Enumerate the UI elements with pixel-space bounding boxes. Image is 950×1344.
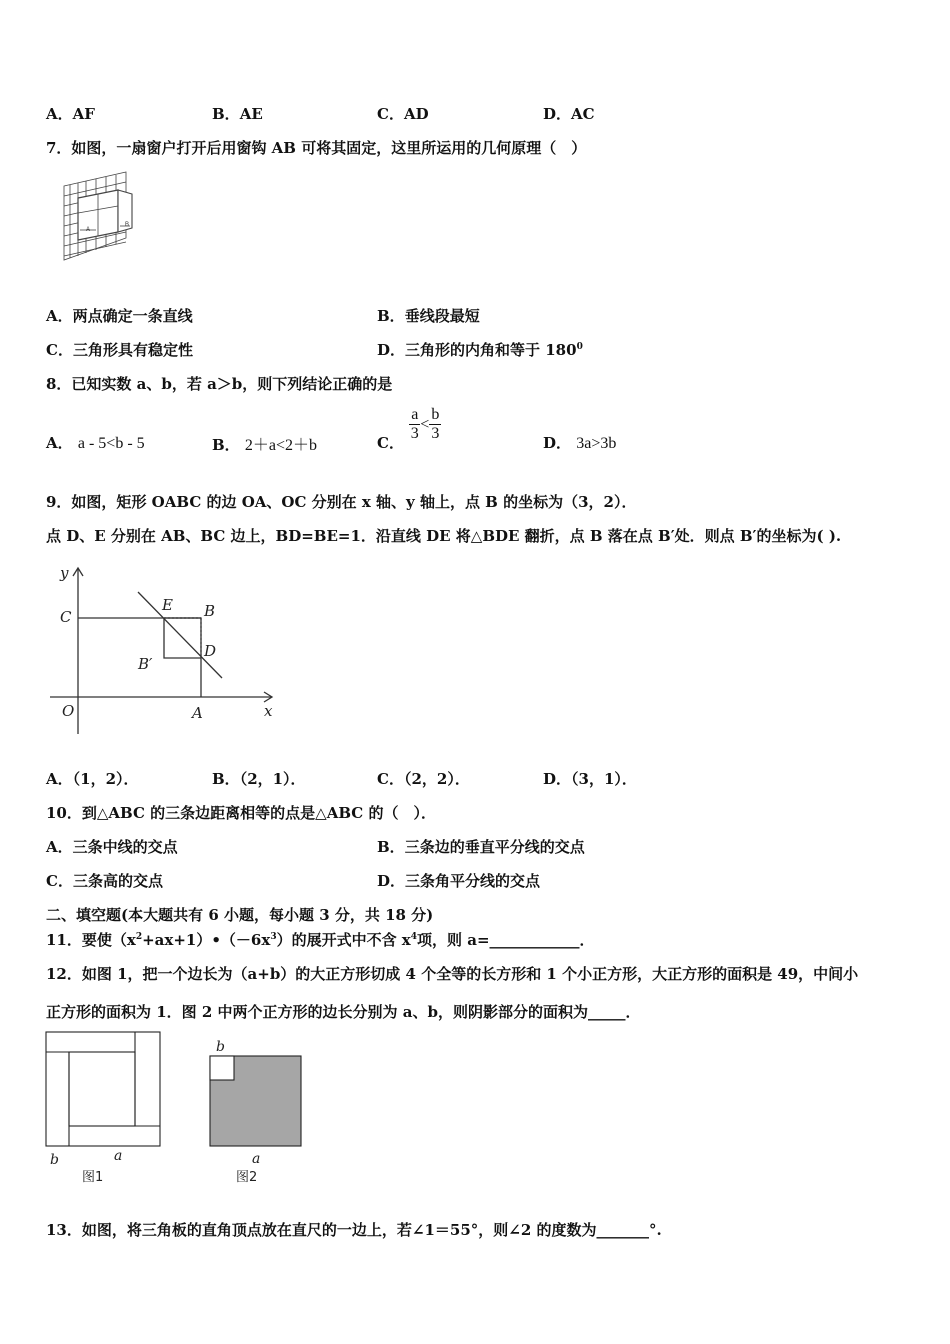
label-o: O (62, 702, 75, 720)
q6-option-b: B．AE (212, 105, 263, 123)
fig1-label-b: b (50, 1152, 59, 1168)
q10-stem: 10．到△ABC 的三条边距离相等的点是△ABC 的（ ）． (46, 804, 436, 822)
q9-option-d: D．（3，1）． (543, 770, 637, 788)
q10-option-c: C．三条高的交点 (46, 872, 163, 890)
q8-stem: 8．已知实数 a、b，若 a＞b，则下列结论正确的是 (46, 375, 393, 393)
fig2-label-b: b (216, 1039, 225, 1055)
small-square-b (210, 1056, 234, 1080)
figure-2 (204, 1036, 308, 1188)
fig1-caption: 图1 (82, 1170, 104, 1185)
big-square (46, 1032, 160, 1146)
q10-option-a: A．三条中线的交点 (46, 838, 178, 856)
fig2-label-a: a (252, 1151, 261, 1167)
q6-option-d: D．AC (543, 105, 595, 123)
window-label-b: B (125, 222, 130, 228)
q8-option-c: C． $\frac{a}{3}$ < $\frac{b}{3}$ (377, 406, 440, 452)
q8-option-b: B． 2＋a<2＋b (212, 436, 318, 454)
q7-option-c: C．三角形具有稳定性 (46, 341, 193, 359)
label-e: E (162, 596, 173, 614)
label-x: x (264, 702, 273, 720)
q9-option-a: A．（1，2）． (46, 770, 139, 788)
q7-option-b: B．垂线段最短 (377, 307, 480, 325)
q8-option-d: D． 3a>3b (543, 434, 617, 452)
q6-option-c: C．AD (377, 105, 429, 123)
q9-option-b: B．（2，1）． (212, 770, 306, 788)
label-d: D (204, 642, 217, 660)
coordinate-figure (46, 558, 282, 738)
label-y: y (60, 564, 69, 582)
q10-option-d: D．三条角平分线的交点 (377, 872, 541, 890)
fig2-caption: 图2 (236, 1170, 258, 1185)
q6-option-a: A．AF (46, 105, 95, 123)
q7-option-d: D．三角形的内角和等于 $180^0$ (377, 341, 583, 359)
section-heading: 二、填空题(本大题共有 6 小题，每小题 3 分，共 18 分) (46, 906, 434, 924)
q12-stem-line1: 12．如图 1，把一个边长为（a+b）的大正方形切成 4 个全等的长方形和 1 个小正方形，大正方形的面积是 49，中间小 (46, 965, 859, 983)
figure-1 (40, 1028, 170, 1188)
q12-stem-line2: 正方形的面积为 1．图 2 中两个正方形的边长分别为 a、b，则阴影部分的面积为_____． (46, 1003, 641, 1021)
window-label-a: A (86, 227, 91, 233)
q7-option-a: A．两点确定一条直线 (46, 307, 193, 325)
q13-stem: 13．如图，将三角板的直角顶点放在直尺的一边上，若∠1＝55°，则∠2 的度数为_______°. (46, 1221, 662, 1239)
fig1-label-a: a (114, 1148, 123, 1164)
label-b: B (204, 602, 216, 620)
q9-stem-line2: 点 D、E 分别在 AB、BC 边上，BD=BE=1．沿直线 DE 将△BDE 翻折，点 B 落在点 B′处．则点 B′的坐标为( ). (46, 527, 842, 545)
label-b-prime: B′ (138, 655, 153, 673)
small-square (69, 1052, 135, 1126)
q10-option-b: B．三条边的垂直平分线的交点 (377, 838, 585, 856)
label-a: A (192, 704, 203, 722)
q7-stem: 7．如图，一扇窗户打开后用窗钩 AB 可将其固定，这里所运用的几何原理（ ） (46, 139, 587, 157)
q11-stem: 11．要使$(x^2+ax+1)•(-6x^3)$的展开式中不含 $x^4$项，则 a=____________． (46, 931, 595, 949)
q9-stem-line1: 9．如图，矩形 OABC 的边 OA、OC 分别在 x 轴、y 轴上，点 B 的坐标为（3，2）． (46, 493, 637, 511)
q8-option-a: A． a - 5<b - 5 (46, 434, 145, 452)
q9-option-c: C．（2，2）． (377, 770, 470, 788)
window-figure (56, 168, 138, 266)
label-c: C (60, 608, 72, 626)
